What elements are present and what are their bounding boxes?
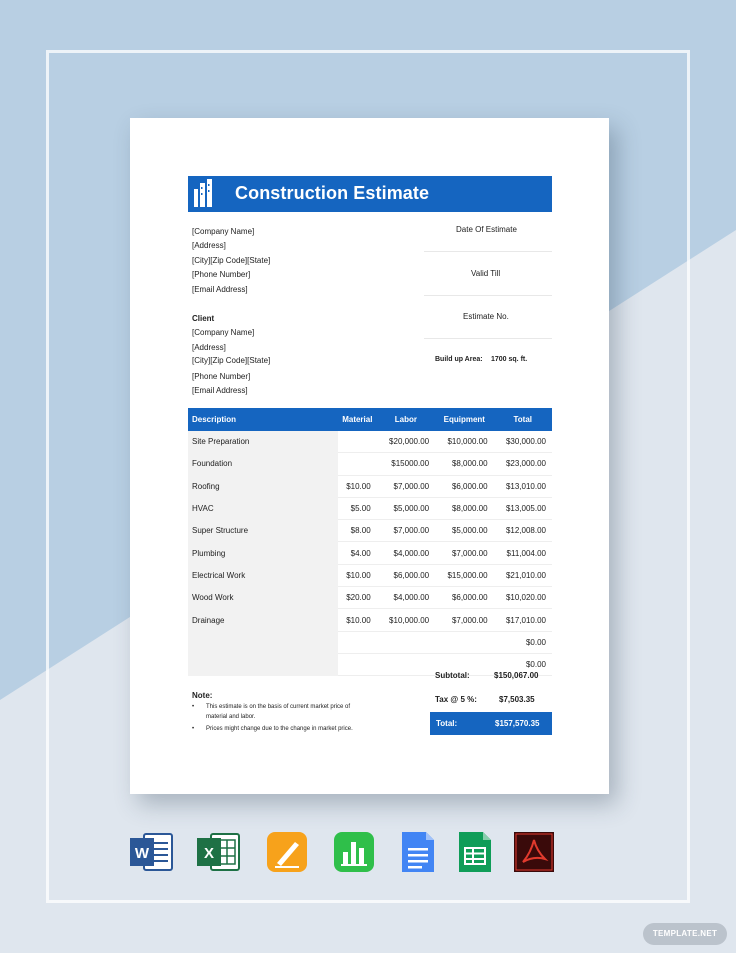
cell-material: $5.00 [338,497,377,519]
table-row [188,431,552,453]
total-box [430,712,552,735]
cell-description: Plumbing [188,542,338,564]
cell-total: $30,000.00 [494,431,552,453]
cell-material: $20.00 [338,587,377,609]
cell-material: $10.00 [338,564,377,586]
col-total: Total [494,408,552,431]
cell-material [338,453,377,475]
col-equipment: Equipment [435,408,493,431]
client-city: [City][Zip Code][State] [192,356,271,365]
cell-description [188,653,338,675]
divider [424,338,552,339]
estimate-table [188,408,552,676]
cell-total: $0.00 [494,653,552,675]
valid-till-label: Valid Till [471,269,501,278]
google-sheets-icon [453,830,497,874]
cell-labor: $10,000.00 [377,609,435,631]
cell-total: $21,010.00 [494,564,552,586]
divider [424,251,552,252]
estimate-document: Construction Estimate [Company Name] [Address] [City][Zip Code][State] [Phone Number] [Email Address] Client [Company Name] [Address] [City][Zip Code][State] [Phone Number] [Email Address] Date Of Estimate Valid Till Estimate No. Build up Area: 1700 sq. ft. Description Material Labor Equipment Total Site Preparation $20,000.00 $10,000.00 $30,000.00 Foundation $15000.00 $8,000.00 $23,000.00 Roofing $10.00 $7,000.00 $6,000.00 $13,010.00 HVAC $5.00 $5,000.00 $8,000.00 $13,005.00 Super Structure $8.00 $7,000.00 $5,000.00 $12,008.00 Plumbing $4.00 $4,000.00 $7,000.00 $11,004.00 Electrical Work $10.00 $6,000.00 $15,000.00 $21,010.00 Wood Work $20.00 $4,000.00 $6,000.00 $10,020.00 Drainage $10.00 $10,000.00 $7,000.00 $17,010.00 $0.00 $0.00 Subtotal: $150,067.00 Tax @ 5 %: $7,503.35 Total: $157,570.35 Note: • This estimate is on the basis of current market price of material and labor. • Prices might change due to the change in market price. [130,118,609,794]
google-docs-icon [396,830,440,874]
acrobat-icon [512,830,556,874]
note-item-continued: material and labor. [206,714,256,720]
cell-description: Super Structure [188,520,338,542]
cell-material [338,631,377,653]
document-title: Construction Estimate [235,183,430,203]
cell-description: HVAC [188,497,338,519]
note-heading: Note: [192,691,213,700]
numbers-icon [332,830,376,874]
tax-value: $7,503.35 [499,695,535,704]
cell-description: Site Preparation [188,431,338,453]
table-row [188,475,552,497]
title-banner [188,176,552,212]
cell-material [338,653,377,675]
cell-equipment: $8,000.00 [435,453,493,475]
cell-material: $10.00 [338,609,377,631]
cell-description: Electrical Work [188,564,338,586]
cell-total: $11,004.00 [494,542,552,564]
cell-total: $0.00 [494,631,552,653]
table-row [188,564,552,586]
pages-icon [265,830,309,874]
build-area-value: 1700 sq. ft. [491,356,528,363]
cell-equipment [435,631,493,653]
excel-icon [197,830,241,874]
subtotal-value: $150,067.00 [494,671,539,680]
word-icon [130,830,174,874]
cell-total: $13,010.00 [494,475,552,497]
cell-total: $17,010.00 [494,609,552,631]
cell-description: Wood Work [188,587,338,609]
cell-equipment: $15,000.00 [435,564,493,586]
cell-labor [377,631,435,653]
cell-description: Foundation [188,453,338,475]
company-address: [Address] [192,241,226,250]
estimate-no-label: Estimate No. [463,312,509,321]
cell-total: $10,020.00 [494,587,552,609]
building-logo-icon [192,177,214,209]
cell-labor [377,653,435,675]
client-email: [Email Address] [192,386,248,395]
cell-equipment: $7,000.00 [435,542,493,564]
company-phone: [Phone Number] [192,270,251,279]
col-material: Material [338,408,377,431]
table-header-row [188,408,552,431]
cell-equipment: $6,000.00 [435,475,493,497]
cell-description: Drainage [188,609,338,631]
company-city: [City][Zip Code][State] [192,256,271,265]
cell-equipment: $7,000.00 [435,609,493,631]
table-row [188,609,552,631]
table-body [188,431,552,676]
cell-labor: $6,000.00 [377,564,435,586]
table-row [188,542,552,564]
cell-material: $8.00 [338,520,377,542]
total-label: Total: [436,719,458,728]
table-row [188,631,552,653]
cell-labor: $4,000.00 [377,542,435,564]
cell-equipment: $5,000.00 [435,520,493,542]
col-labor: Labor [377,408,435,431]
svg-text:X: X [203,845,215,862]
divider [424,295,552,296]
company-email: [Email Address] [192,285,248,294]
cell-labor: $15000.00 [377,453,435,475]
client-address: [Address] [192,343,226,352]
cell-total: $23,000.00 [494,453,552,475]
cell-labor: $20,000.00 [377,431,435,453]
cell-total: $13,005.00 [494,497,552,519]
client-phone: [Phone Number] [192,372,251,381]
cell-equipment: $6,000.00 [435,587,493,609]
cell-description: Roofing [188,475,338,497]
client-name: [Company Name] [192,328,255,337]
table-row [188,453,552,475]
subtotal-label: Subtotal: [435,671,470,680]
svg-text:W: W [134,845,150,862]
cell-labor: $7,000.00 [377,475,435,497]
cell-description [188,631,338,653]
client-heading: Client [192,314,215,323]
col-description: Description [188,408,338,431]
company-name: [Company Name] [192,227,255,236]
cell-material: $4.00 [338,542,377,564]
cell-labor: $5,000.00 [377,497,435,519]
cell-labor: $7,000.00 [377,520,435,542]
build-area-label: Build up Area: [435,356,483,363]
cell-labor: $4,000.00 [377,587,435,609]
cell-equipment: $8,000.00 [435,497,493,519]
cell-material: $10.00 [338,475,377,497]
watermark-badge: TEMPLATE.NET [643,923,727,945]
cell-material [338,431,377,453]
date-of-estimate-label: Date Of Estimate [456,225,517,234]
tax-label: Tax @ 5 %: [435,695,477,704]
table-row [188,497,552,519]
table-row [188,520,552,542]
table-row [188,587,552,609]
total-value: $157,570.35 [495,719,540,728]
cell-total: $12,008.00 [494,520,552,542]
cell-equipment: $10,000.00 [435,431,493,453]
